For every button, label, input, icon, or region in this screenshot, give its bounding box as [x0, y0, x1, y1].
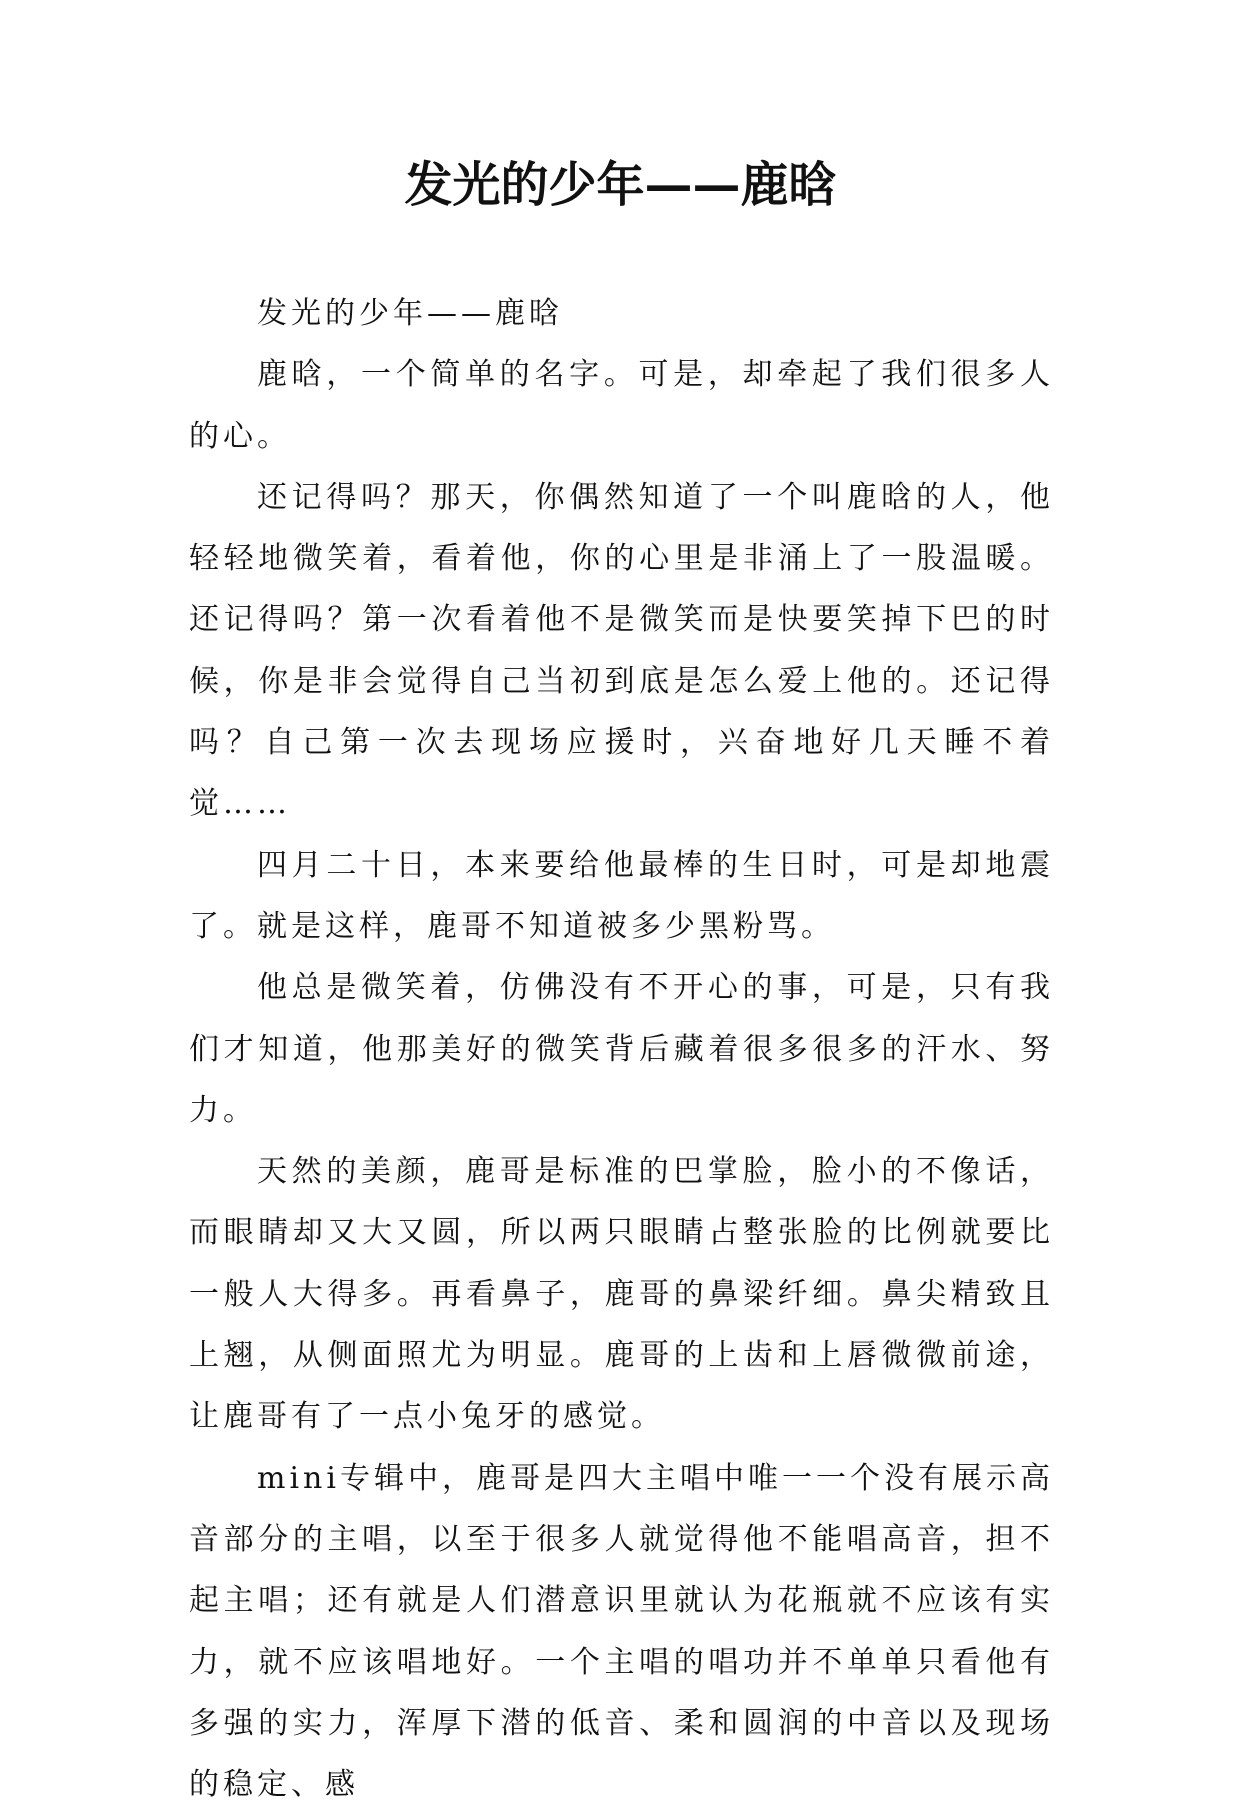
paragraph: 发光的少年——鹿晗	[257, 296, 563, 331]
paragraph: 鹿晗，一个简单的名字。可是，却牵起了我们很多人的心。	[189, 357, 1054, 454]
document-title: 发光的少年——鹿晗	[404, 157, 837, 213]
paragraph: 四月二十日，本来要给他最棒的生日时，可是却地震了。就是这样，鹿哥不知道被多少黑粉骂。	[189, 847, 1054, 944]
paragraph: 还记得吗？那天，你偶然知道了一个叫鹿晗的人，他轻轻地微笑着，看着他，你的心里是非涌上了一股温暖。还记得吗？第一次看着他不是微笑而是快要笑掉下巴的时候，你是非会觉得自己当初到底是怎么爱上他的。还记得吗？自己第一次去现场应援时，兴奋地好几天睡不着觉……	[189, 479, 1054, 822]
paragraph: 他总是微笑着，仿佛没有不开心的事，可是，只有我们才知道，他那美好的微笑背后藏着很多很多的汗水、努力。	[189, 970, 1054, 1128]
document-body	[189, 283, 1054, 1815]
paragraph: 天然的美颜，鹿哥是标准的巴掌脸，脸小的不像话，而眼睛却又大又圆，所以两只眼睛占整张脸的比例就要比一般人大得多。再看鼻子，鹿哥的鼻梁纤细。鼻尖精致且上翘，从侧面照尤为明显。鹿哥的上齿和上唇微微前途，让鹿哥有了一点小兔牙的感觉。	[189, 1154, 1054, 1435]
paragraph: mini专辑中，鹿哥是四大主唱中唯一一个没有展示高音部分的主唱，以至于很多人就觉得他不能唱高音，担不起主唱；还有就是人们潜意识里就认为花瓶就不应该有实力，就不应该唱地好。一个主唱的唱功并不单单只看他有多强的实力，浑厚下潜的低音、柔和圆润的中音以及现场的稳定、感	[189, 1460, 1054, 1803]
